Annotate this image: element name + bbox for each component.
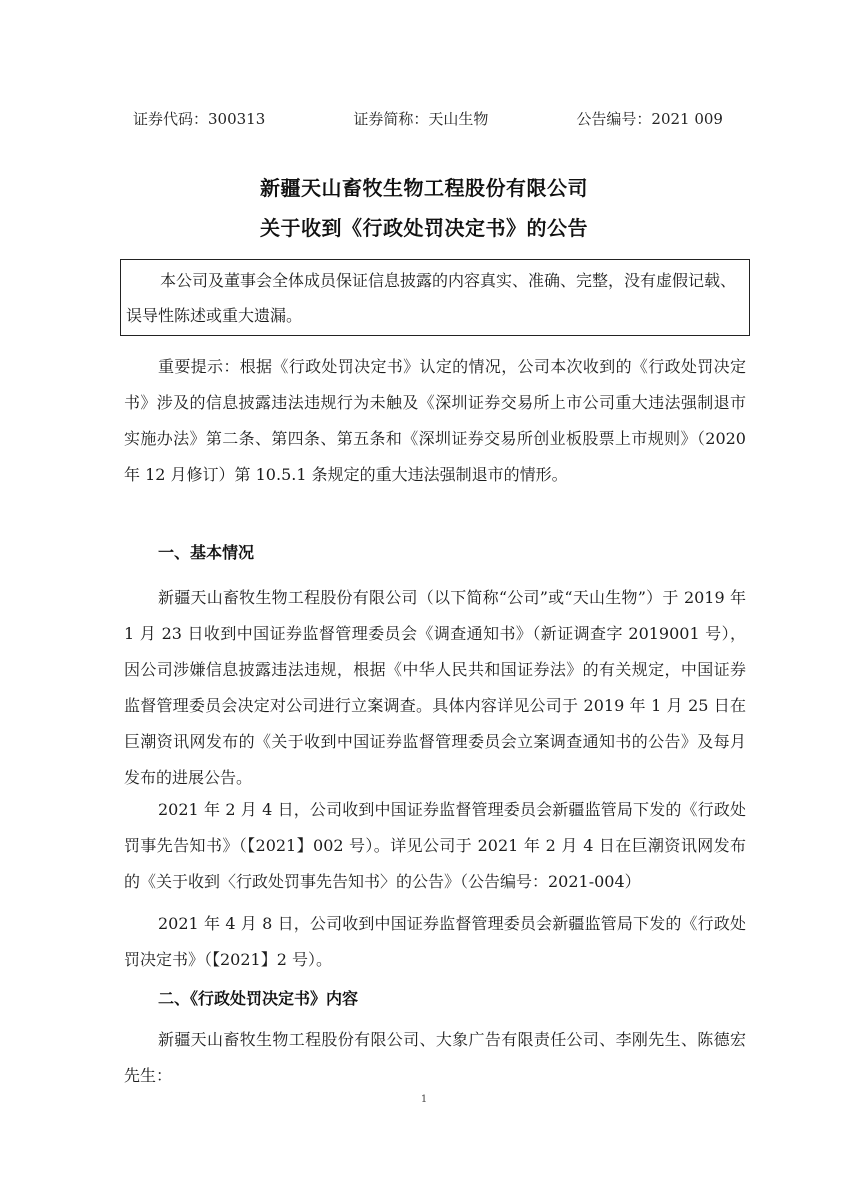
section-heading-basic-info: 一、基本情况 (158, 543, 255, 562)
stock-name: 证券简称：天山生物 (353, 110, 489, 128)
page-number: 1 (420, 1094, 428, 1105)
announcement-number: 公告编号：2021 009 (576, 110, 723, 128)
paragraph-prior-notice: 2021 年 2 月 4 日，公司收到中国证券监督管理委员会新疆监管局下发的《行政处罚事先告知书》（【2021】002 号）。详见公司于 2021 年 2 月 4 日在巨潮资讯网发布的《关于收到〈行政处罚事先告知书〉的公告》（公告编号：2021-004） (124, 800, 746, 891)
paragraph-parties: 新疆天山畜牧生物工程股份有限公司、大象广告有限责任公司、李刚先生、陈德宏先生： (124, 1030, 746, 1085)
important-note: 重要提示：根据《行政处罚决定书》认定的情况，公司本次收到的《行政处罚决定书》涉及的信息披露违法违规行为未触及《深圳证券交易所上市公司重大违法强制退市实施办法》第二条、第四条、第五条和《深圳证券交易所创业板股票上市规则》（2020 年 12 月修订）第 10.5.1 条规定的重大违法强制退市的情形。 (124, 357, 746, 484)
announcement-title: 关于收到《行政处罚决定书》的公告 (260, 216, 588, 240)
company-title: 新疆天山畜牧生物工程股份有限公司 (260, 176, 588, 200)
paragraph-investigation: 新疆天山畜牧生物工程股份有限公司（以下简称“公司”或“天山生物”）于 2019 年 1 月 23 日收到中国证券监督管理委员会《调查通知书》（新证调查字 2019001 号），因公司涉嫌信息披露违法违规，根据《中华人民共和国证券法》的有关规定，中国证券监督管理委员会决定对公司进行立案调查。具体内容详见公司于 2019 年 1 月 25 日在巨潮资讯网发布的《关于收到中国证券监督管理委员会立案调查通知书的公告》及每月发布的进展公告。 (124, 588, 746, 787)
paragraph-decision-received: 2021 年 4 月 8 日，公司收到中国证券监督管理委员会新疆监管局下发的《行政处罚决定书》（【2021】2 号）。 (124, 914, 746, 969)
stock-code: 证券代码：300313 (133, 110, 266, 128)
announcement-header (133, 108, 723, 129)
section-heading-decision-content: 二、《行政处罚决定书》内容 (158, 989, 359, 1008)
disclosure-statement-box (120, 259, 750, 336)
disclosure-statement: 本公司及董事会全体成员保证信息披露的内容真实、准确、完整，没有虚假记载、误导性陈述或重大遗漏。 (126, 271, 737, 325)
